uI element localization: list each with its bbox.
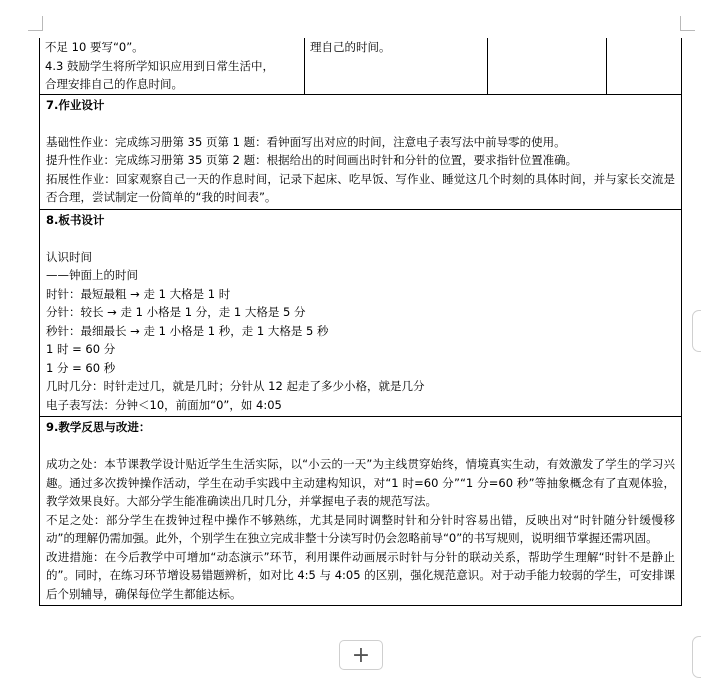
objective-line: 不足 10 要写“0”。 [45, 40, 144, 54]
homework-item: 基础性作业：完成练习册第 35 页第 1 题：看钟面写出对应的时间，注意电子表写法中前导零的使用。 [46, 134, 566, 149]
empty-cell [607, 38, 681, 94]
board-design-section [40, 209, 681, 417]
lesson-plan-table [39, 38, 682, 606]
homework-item: 拓展性作业：回家观察自己一天的作息时间，记录下起床、吃早饭、写作业、睡觉这几个时刻的具体时间，并与家长交流是否合理，尝试制定一份简单的“我的时间表”。 [46, 171, 675, 204]
reflection-section [40, 416, 681, 605]
crop-mark-top-left [28, 16, 43, 31]
blank-line [46, 437, 675, 456]
board-line: 时针：最短最粗 → 走 1 大格是 1 时 [46, 286, 231, 301]
side-panel-tab[interactable] [692, 310, 701, 352]
student-activity-text: 理自己的时间。 [310, 40, 391, 54]
board-line: 秒针：最细最长 → 走 1 小格是 1 秒，走 1 大格是 5 秒 [46, 323, 329, 338]
reflection-paragraph: 不足之处：部分学生在拨钟过程中操作不够熟练，尤其是同时调整时针和分针时容易出错，反映出对“时针随分针缓慢移动”的理解仍需加强。此外，个别学生在独立完成非整十分读写时仍会忽略前导“0”的书写规则，说明细节掌握还需巩固。 [46, 512, 675, 545]
board-line: 分针：较长 → 走 1 小格是 1 分，走 1 大格是 5 分 [46, 305, 306, 319]
board-heading: 8.板书设计 [46, 212, 105, 227]
reflection-heading: 9.教学反思与改进： [46, 420, 151, 434]
objectives-cell [40, 38, 305, 94]
empty-cell [488, 38, 607, 94]
board-line: 几时几分：时针走过几，就是几时；分针从 12 起走了多少小格，就是几分 [46, 379, 425, 393]
board-line: 1 分 = 60 秒 [46, 360, 116, 375]
objective-line: 4.3 鼓励学生将所学知识应用到日常生活中， [45, 58, 274, 73]
objectives-row [40, 38, 681, 94]
objective-line: 合理安排自己的作息时间。 [45, 77, 183, 91]
student-activity-cell [305, 38, 488, 94]
board-line: 认识时间 [46, 249, 92, 264]
reflection-paragraph: 改进措施：在今后教学中可增加“动态演示”环节，利用课件动画展示时针与分针的联动关系，帮助学生理解“时针不是静止的”。同时，在练习环节增设易错题辨析，如对比 4:5 与 4:05 的区别，强化规范意识。对于动手能力较弱的学生，可安排课后个别辅导，确保每位学生都能达标。 [46, 549, 675, 601]
homework-item: 提升性作业：完成练习册第 35 页第 2 题：根据给出的时间画出时针和分针的位置，要求指针位置准确。 [46, 153, 578, 167]
homework-section [40, 94, 681, 209]
add-page-button[interactable]: + [339, 640, 383, 670]
board-line: ——钟面上的时间 [46, 268, 138, 282]
blank-line [46, 114, 675, 133]
blank-line [46, 229, 675, 248]
side-panel-tab[interactable] [692, 636, 701, 678]
board-line: 1 时 = 60 分 [46, 342, 116, 356]
homework-heading: 7.作业设计 [46, 97, 105, 112]
board-line: 电子表写法：分钟＜10，前面加“0”，如 4:05 [46, 397, 282, 412]
reflection-paragraph: 成功之处：本节课教学设计贴近学生生活实际，以“小云的一天”为主线贯穿始终，情境真实生动，有效激发了学生的学习兴趣。通过多次拨钟操作活动，学生在动手实践中主动建构知识，对“1 时=60 分”“1 分=60 秒”等抽象概念有了直观体验，教学效果良好。大部分学生能准确读出几时几分，并掌握电子表的规范写法。 [46, 457, 675, 508]
crop-mark-top-right [680, 16, 695, 31]
